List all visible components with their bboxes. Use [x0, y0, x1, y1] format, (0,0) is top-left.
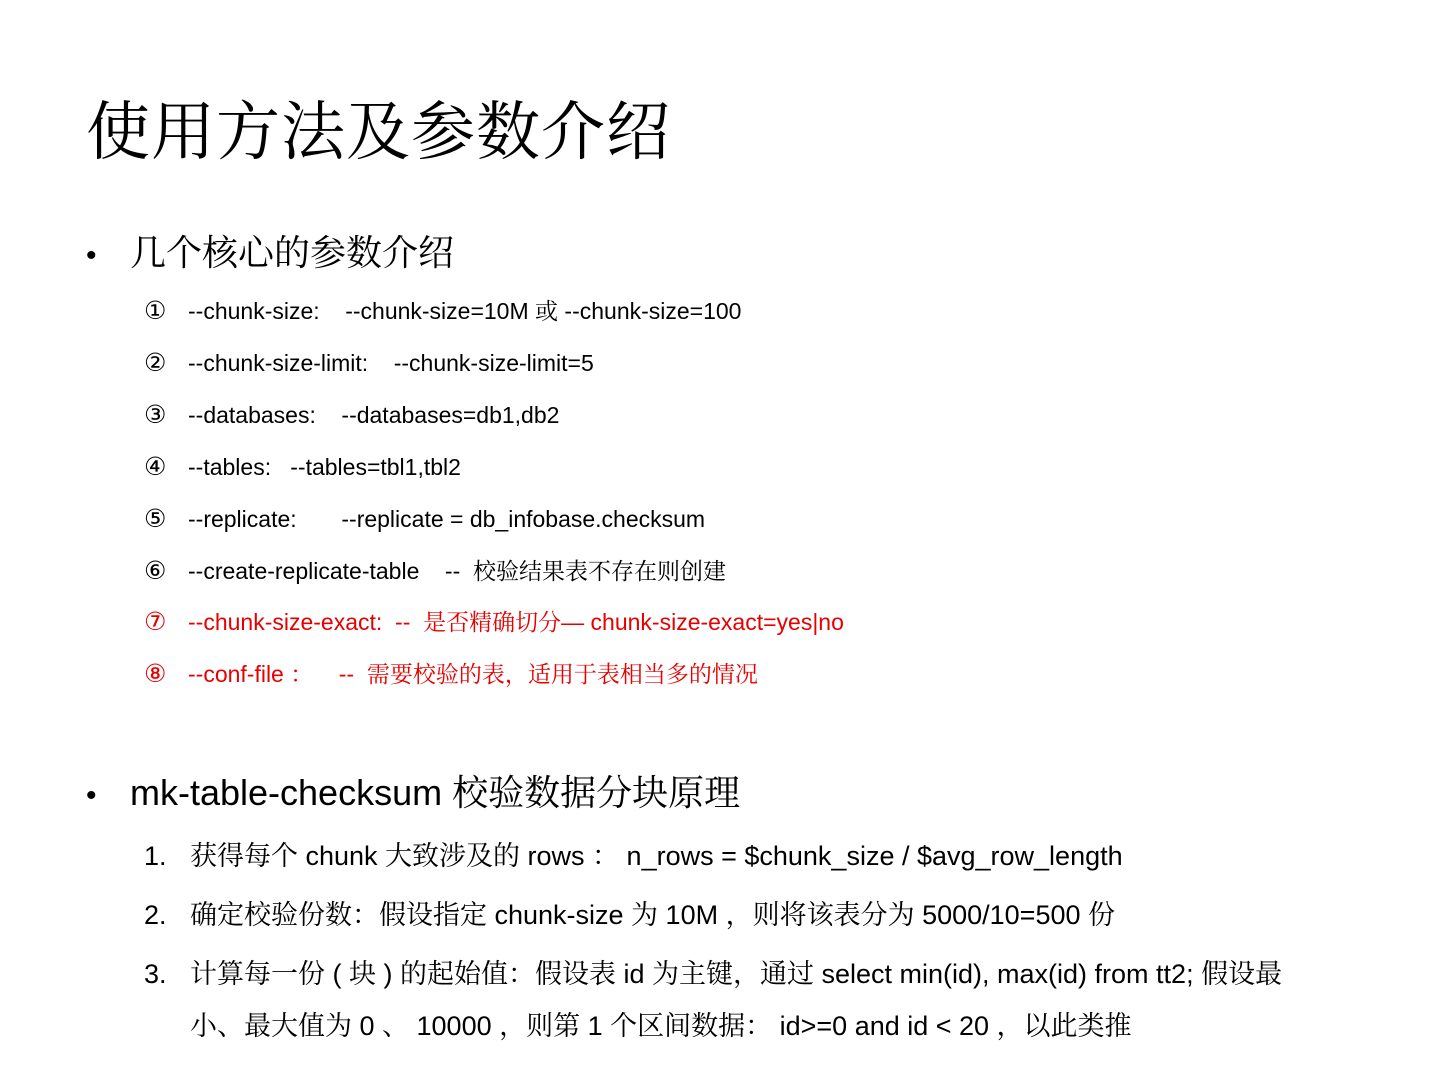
- list-item-text: --create-replicate-table -- 校验结果表不存在则创建: [188, 558, 727, 584]
- slide-title: 使用方法及参数介绍: [86, 96, 671, 168]
- list-item: [144, 348, 594, 378]
- circled-number-marker: ②: [144, 349, 167, 377]
- list-item: [144, 452, 461, 482]
- numbered-item: [144, 897, 1115, 933]
- circled-number-marker: ⑧: [144, 660, 167, 688]
- circled-number-marker: ⑤: [144, 505, 167, 533]
- list-item-text: --chunk-size-limit: --chunk-size-limit=5: [188, 350, 594, 376]
- list-item: [144, 296, 741, 326]
- list-item-text: --replicate: --replicate = db_infobase.checksum: [188, 506, 706, 532]
- circled-number-marker: ⑦: [144, 608, 167, 636]
- numbered-item-text: 获得每个 chunk 大致涉及的 rows ： n_rows = $chunk_size / $avg_row_length: [190, 841, 1123, 871]
- list-item: [144, 400, 559, 430]
- numbered-item-text-continued: 小、最大值为 0 、 10000 ，则第 1 个区间数据： id>=0 and id < 20 ，以此类推: [190, 1011, 1132, 1041]
- number-marker: 1.: [144, 841, 167, 871]
- list-item: [144, 556, 726, 586]
- numbered-item-content: [190, 956, 1282, 1044]
- list-item-text: --chunk-size-exact: -- 是否精确切分— chunk-size-exact=yes|no: [188, 609, 844, 635]
- numbered-item-text: 确定校验份数：假设指定 chunk-size 为 10M ，则将该表分为 5000/10=500 份: [190, 900, 1115, 930]
- list-item-text: --databases: --databases=db1,db2: [188, 402, 560, 428]
- number-marker: 3.: [144, 959, 167, 989]
- list-item-highlighted: [144, 659, 758, 689]
- list-item-text: --chunk-size: --chunk-size=10M 或 --chunk-size=100: [188, 298, 742, 324]
- circled-number-marker: ③: [144, 401, 167, 429]
- section-heading: mk-table-checksum 校验数据分块原理: [130, 772, 741, 813]
- bullet-section-parameters: [86, 231, 454, 278]
- bullet-icon: •: [86, 779, 97, 812]
- numbered-item-text: 计算每一份 ( 块 ) 的起始值：假设表 id 为主键，通过 select min(id), max(id) from tt2; 假设最: [190, 959, 1283, 989]
- numbered-item: [144, 956, 1282, 1044]
- circled-number-marker: ①: [144, 297, 167, 325]
- list-item-text: --conf-file ： -- 需要校验的表，适用于表相当多的情况: [188, 661, 758, 687]
- list-item-text: --tables: --tables=tbl1,tbl2: [188, 454, 461, 480]
- list-item: [144, 504, 705, 534]
- section-heading: 几个核心的参数介绍: [130, 232, 455, 273]
- numbered-item: [144, 838, 1123, 874]
- circled-number-marker: ⑥: [144, 557, 167, 585]
- circled-number-marker: ④: [144, 453, 167, 481]
- number-marker: 2.: [144, 900, 167, 930]
- bullet-icon: •: [86, 239, 97, 272]
- list-item-highlighted: [144, 607, 844, 637]
- bullet-section-chunking: [86, 771, 740, 818]
